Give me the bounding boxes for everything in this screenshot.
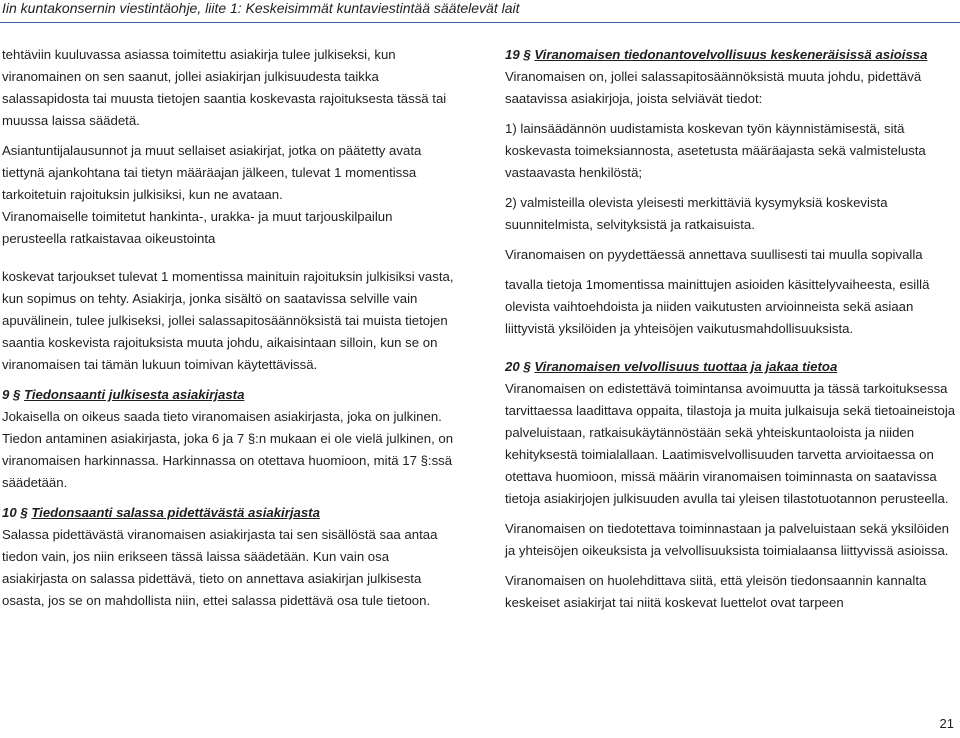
section-10-title: Tiedonsaanti salassa pidettävästä asiakirjasta [31,505,320,520]
section-19-title: Viranomaisen tiedonantovelvollisuus keskeneräisissä asioissa [534,47,928,62]
section-19-number: 19 § [505,47,531,62]
section-19-intro: Viranomaisen on, jollei salassapitosäännöksistä muuta johdu, pidettävä saatavissa asiakirjoja, joista selviävät tiedot: [505,69,922,106]
left-column [2,44,457,612]
section-9-title: Tiedonsaanti julkisesta asiakirjasta [24,387,245,402]
section-20-paragraph-2: Viranomaisen on tiedotettava toiminnastaan ja palveluistaan sekä yksilöiden ja yhteisöjen oikeuksista ja velvollisuuksista toimialaansa liittyvissä asioissa. [505,521,950,558]
section-20-paragraph-1: Viranomaisen on edistettävä toimintansa avoimuutta ja tässä tarkoituksessa tarvittaessa laadittava oppaita, tilastoja ja muita julkaisuja sekä tietoaineistoja palveluistaan, ratkaisukäytännöstään sekä yhteiskuntaoloista ja niiden kehityksestä toimialallaan. Laatimisvelvollisuuden tarvetta arvioitaessa on otettava huomioon, missä määrin viranomaisen toiminnasta on saatavissa tietoja asiakirjojen julkisuuden avulla tai yleisen tilastotuotannon perusteella. [505,381,956,506]
right-column [505,44,960,614]
left-paragraph-2: Asiantuntijalausunnot ja muut sellaiset asiakirjat, jotka on päätetty avata tiettynä ajankohtana tai tietyn määräajan jälkeen, tulevat 1 momentissa tarkoitetuin rajoituksin julkisiksi, kun ne avataan. [2,143,422,202]
left-paragraph-1: tehtäviin kuuluvassa asiassa toimitettu asiakirja tulee julkiseksi, kun viranomainen on sen saanut, jollei asiakirjan julkisuudesta taikka salassapidosta tai muusta tietojen saantia koskevasta rajoituksesta tässä tai muussa laissa säädetä. [2,47,447,128]
section-10-text: Salassa pidettävästä viranomaisen asiakirjasta tai sen sisällöstä saa antaa tiedon vain, jos niin erikseen tässä laissa säädetään. Kun vain osa asiakirjasta on salassa pidettävä, tieto on annettava asiakirjan julkisesta osasta, jos se on mahdollista niin, ettei salassa pidettävä osa tule tietoon. [2,527,438,608]
section-9-text: Jokaisella on oikeus saada tieto viranomaisen asiakirjasta, joka on julkinen. Tiedon antaminen asiakirjasta, joka 6 ja 7 §:n mukaan ei ole vielä julkinen, on viranomaisen harkinnassa. Harkinnassa on otettava huomioon, mitä 17 §:ssä säädetään. [2,409,454,490]
section-9-heading [2,384,457,406]
section-20-number: 20 § [505,359,531,374]
section-20-heading [505,356,960,378]
left-paragraph-3: Viranomaiselle toimitetut hankinta-, urakka- ja muut tarjouskilpailun perusteella ratkaistavaa oikeustointa [2,209,393,246]
section-19-heading [505,44,960,66]
section-20-paragraph-3: Viranomaisen on huolehdittava siitä, että yleisön tiedonsaannin kannalta keskeiset asiakirjat tai niitä koskevat luettelot ovat tarpeen [505,573,927,610]
section-10-heading [2,502,457,524]
section-19-paragraph-4: tavalla tietoja 1momentissa mainittujen asioiden käsittelyvaiheesta, esillä olevista vaihtoehdoista ja niiden vaikutusten arvioinneista sekä asiaan liittyvistä yksilöiden ja yhteisöjen vaikutusmahdollisuuksista. [505,277,930,336]
left-paragraph-4: koskevat tarjoukset tulevat 1 momentissa mainituin rajoituksin julkisiksi vasta, kun sopimus on tehty. Asiakirja, jonka sisältö on saatavissa selville vain apuvälinein, tulee julkiseksi, jollei salassapitosäännöksistä tai muista tietojen saantia koskevista rajoituksista muuta johdu, aikaisintaan silloin, kun se on viranomaisen tai tämän lukuun toimivan käytettävissä. [2,269,454,372]
section-19-item-1: 1) lainsäädännön uudistamista koskevan työn käynnistämisestä, sitä koskevasta toimeksiannosta, asetetusta määräajasta sekä valmistelusta vastaavasta henkilöstä; [505,121,926,180]
section-19-paragraph-3: Viranomaisen on pyydettäessä annettava suullisesti tai muulla sopivalla [505,247,923,262]
header-rule [0,22,960,23]
section-19-item-2: 2) valmisteilla olevista yleisesti merkittäviä kysymyksiä koskevista suunnitelmista, selvityksistä ja ratkaisuista. [505,195,888,232]
section-9-number: 9 § [2,387,21,402]
section-20-title: Viranomaisen velvollisuus tuottaa ja jakaa tietoa [534,359,838,374]
document-header [0,0,960,24]
page-number: 21 [939,716,954,731]
header-title: Iin kuntakonsernin viestintäohje, liite 1: Keskeisimmät kuntaviestintää säätelevät lait [2,0,520,16]
section-10-number: 10 § [2,505,28,520]
